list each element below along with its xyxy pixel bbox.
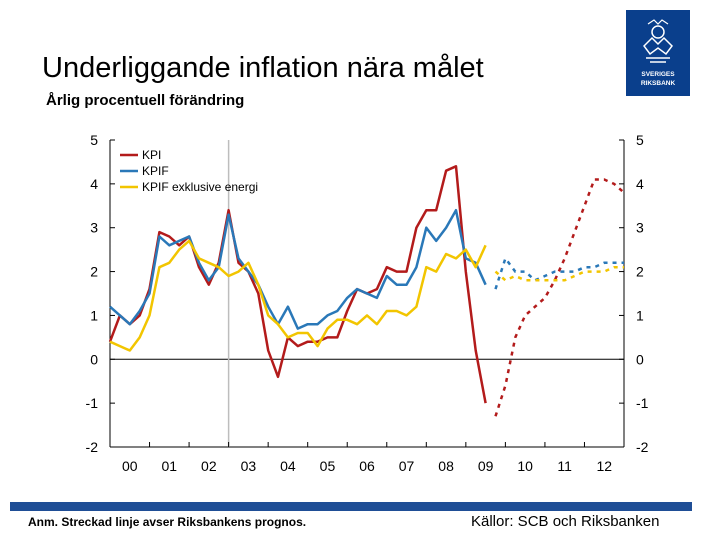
forecast-line-kpif <box>496 258 625 289</box>
footer-bar <box>10 502 692 511</box>
x-tick-label: 12 <box>596 458 613 474</box>
y-tick-label-left: 0 <box>90 351 98 368</box>
legend-label: KPIF exklusive energi <box>142 180 259 194</box>
y-tick-label-left: 2 <box>90 263 98 280</box>
y-tick-label-right: 1 <box>636 307 644 324</box>
x-tick-label: 09 <box>477 458 494 474</box>
legend-label: KPIF <box>142 164 169 178</box>
x-tick-label: 02 <box>201 458 217 474</box>
x-tick-label: 04 <box>280 458 296 474</box>
y-tick-label-right: 3 <box>636 219 644 236</box>
y-tick-label-left: 3 <box>90 219 98 236</box>
y-tick-label-right: 0 <box>636 351 644 368</box>
series-line-kpif-exklusive-energi <box>110 241 486 351</box>
footer-source: Källor: SCB och Riksbanken <box>471 513 660 530</box>
legend-label: KPI <box>142 148 162 162</box>
footer-note: Anm. Streckad linje avser Riksbankens prognos. <box>28 515 307 529</box>
x-tick-label: 03 <box>240 458 257 474</box>
x-tick-label: 01 <box>161 458 178 474</box>
x-tick-label: 07 <box>398 458 415 474</box>
y-tick-label-left: 5 <box>90 132 98 148</box>
x-tick-label: 00 <box>121 458 138 474</box>
y-tick-label-left: -1 <box>85 395 98 412</box>
page-title: Underliggande inflation nära målet <box>42 52 484 84</box>
x-tick-label: 10 <box>517 458 533 474</box>
y-tick-label-right: 5 <box>636 132 644 148</box>
y-tick-label-right: -1 <box>636 395 649 412</box>
x-tick-label: 06 <box>359 458 375 474</box>
forecast-line-kpi <box>496 180 625 417</box>
x-tick-label: 05 <box>319 458 336 474</box>
svg-text:SVERIGES: SVERIGES <box>641 71 675 78</box>
y-tick-label-right: 4 <box>636 175 644 192</box>
x-tick-label: 08 <box>438 458 454 474</box>
y-tick-label-left: -2 <box>85 439 98 455</box>
y-tick-label-right: 2 <box>636 263 644 280</box>
y-tick-label-left: 1 <box>90 307 98 324</box>
x-tick-label: 11 <box>557 458 572 474</box>
series-line-kpi <box>110 166 486 403</box>
y-tick-label-left: 4 <box>90 175 98 192</box>
svg-text:RIKSBANK: RIKSBANK <box>640 80 676 87</box>
y-tick-label-right: -2 <box>636 439 649 455</box>
page-subtitle: Årlig procentuell förändring <box>46 92 245 109</box>
